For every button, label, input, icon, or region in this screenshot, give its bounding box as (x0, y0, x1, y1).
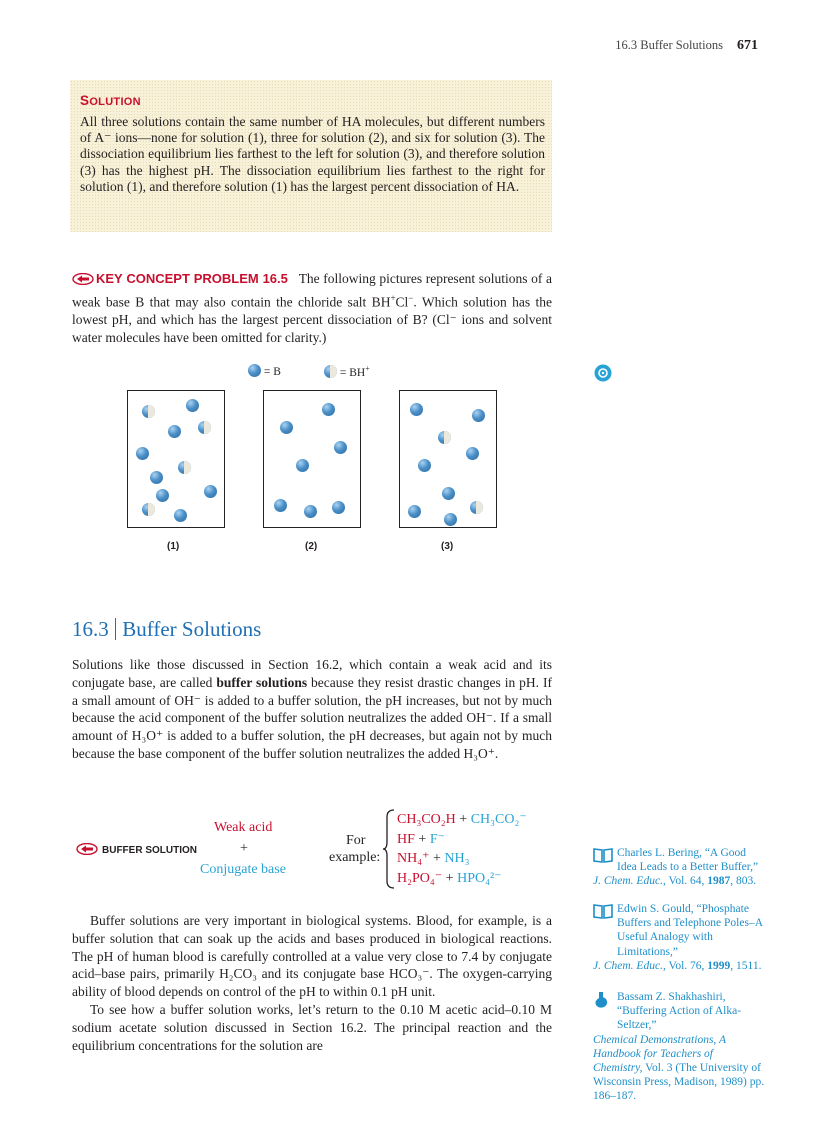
molecule-bh (142, 503, 155, 516)
example-phosphate: H₂PO₄⁻ + HPO₄²⁻ (397, 870, 502, 886)
molecule-b (156, 489, 169, 502)
book-icon (593, 847, 613, 867)
molecule-b (204, 485, 217, 498)
key-concept-icon (72, 272, 94, 290)
key-concept-icon (76, 843, 98, 858)
molecule-b (168, 425, 181, 438)
buffer-solution-label: BUFFER SOLUTION (76, 843, 197, 858)
solution-text: All three solutions contain the same number of HA molecules, but different numbers of A⁻ ions—none for solution (1), three for solution (2), and six for solution (3). The dissociation equilibrium lies farthest to the left for solution (3), and therefore solution (3) has the highest pH. The dissociation equilibrium lies farthest to the right for solution (1), and therefore solution (1) has the largest percent dissociation of HA. (80, 114, 545, 194)
section-heading (72, 617, 261, 642)
for-label: For (346, 833, 366, 848)
section-title: Buffer Solutions (122, 617, 262, 641)
molecule-b (334, 441, 347, 454)
molecule-bh (198, 421, 211, 434)
book-icon (593, 903, 613, 923)
example-acetic: CH₃CO₂H + CH₃CO₂⁻ (397, 812, 527, 827)
molecule-b (466, 447, 479, 460)
solution-box-3 (399, 390, 497, 528)
box-label-2: (2) (305, 541, 318, 552)
molecule-b (472, 409, 485, 422)
page-number: 671 (737, 38, 758, 53)
media-link-icon[interactable] (594, 364, 612, 387)
molecule-b (280, 421, 293, 434)
molecule-b (444, 513, 457, 526)
molecule-b-icon (248, 364, 261, 377)
plus-sign: + (240, 841, 248, 856)
legend-bh: = BH+ (324, 364, 370, 379)
molecule-bh-icon (324, 365, 337, 378)
brace (383, 809, 395, 894)
molecule-b (332, 501, 345, 514)
weak-acid-label: Weak acid (214, 820, 273, 835)
legend-b: = B (248, 364, 281, 378)
solution-box (70, 80, 552, 232)
molecule-bh (470, 501, 483, 514)
molecule-b (304, 505, 317, 518)
molecule-b (186, 399, 199, 412)
reference-3[interactable]: Bassam Z. Shakhashiri, “Buffering Action of Alka-Seltzer,” Chemical Demonstrations, A Handbook for Teachers of Chemistry, Vol. 3 (The University of Wisconsin Press, Madison, 1989) pp. 186–187. (593, 991, 765, 1103)
body-paragraphs (72, 912, 552, 1054)
molecule-bh (178, 461, 191, 474)
example-label: example: (329, 850, 381, 865)
box-label-3: (3) (441, 541, 454, 552)
box-label-1: (1) (167, 541, 180, 552)
acetic-paragraph: To see how a buffer solution works, let’s return to the 0.10 M acetic acid–0.10 M sodium acetate solution discussed in Section 16.2. The principal reaction and the equilibrium concentrations for the solution are (72, 1001, 552, 1053)
intro-paragraph: Solutions like those discussed in Section 16.2, which contain a weak acid and its conjugate base, are called buffer solutions because they resist drastic changes in pH. If a small amount of OH⁻ is added to a buffer solution, the pH increases, but not by much because the acid component of the buffer solution neutralizes the added OH⁻. If a small amount of H₃O⁺ is added to a buffer solution, the pH decreases, but again not by much because the base component of the buffer solution neutralizes the added H₃O⁺. (72, 657, 552, 761)
key-concept-problem: KEY CONCEPT PROBLEM 16.5 The following pictures represent solutions of a weak base B that may also contain the chloride salt BH+Cl−. Which solution has the lowest pH, and which has the largest percent dissociation of B? (Cl⁻ ions and solvent water molecules have been omitted for clarity.) (72, 271, 552, 345)
molecule-bh (438, 431, 451, 444)
running-header (615, 38, 758, 54)
molecule-b (136, 447, 149, 460)
demonstration-icon (593, 991, 611, 1013)
molecule-b (442, 487, 455, 500)
molecule-b (274, 499, 287, 512)
key-concept-label: KEY CONCEPT PROBLEM 16.5 (96, 271, 288, 286)
header-section: 16.3 Buffer Solutions (615, 38, 723, 52)
buffer-examples (397, 810, 527, 888)
molecule-b (410, 403, 423, 416)
molecule-b (408, 505, 421, 518)
molecule-b (418, 459, 431, 472)
conjugate-base-label: Conjugate base (200, 862, 286, 877)
solution-title: SOLUTION (80, 93, 141, 108)
blood-paragraph: Buffer solutions are very important in biological systems. Blood, for example, is a buffer solution that can soak up the acids and bases produced in biological reactions. The pH of human blood is carefully controlled at a value very close to 7.4 by conjugate acid–base pairs, primarily H₂CO₃ and its conjugate base HCO₃⁻. The oxygen-carrying ability of blood depends on control of the pH to within 0.1 pH unit. (72, 913, 552, 1000)
molecule-b (296, 459, 309, 472)
molecule-b (150, 471, 163, 484)
reference-2[interactable]: Edwin S. Gould, “Phosphate Buffers and Telephone Poles–A Useful Analogy with Limitations,” J. Chem. Educ., Vol. 76, 1999, 1511. (593, 903, 763, 972)
reference-1[interactable]: Charles L. Bering, “A Good Idea Leads to a Better Buffer,” J. Chem. Educ., Vol. 64, 1987, 803. (593, 847, 759, 888)
molecule-b (174, 509, 187, 522)
molecule-b (322, 403, 335, 416)
example-hf: HF + F⁻ (397, 831, 445, 847)
molecule-bh (142, 405, 155, 418)
solution-box-1 (127, 390, 225, 528)
example-ammonium: NH₄⁺ + NH₃ (397, 851, 470, 866)
section-number: 16.3 (72, 617, 109, 641)
solution-box-2 (263, 390, 361, 528)
